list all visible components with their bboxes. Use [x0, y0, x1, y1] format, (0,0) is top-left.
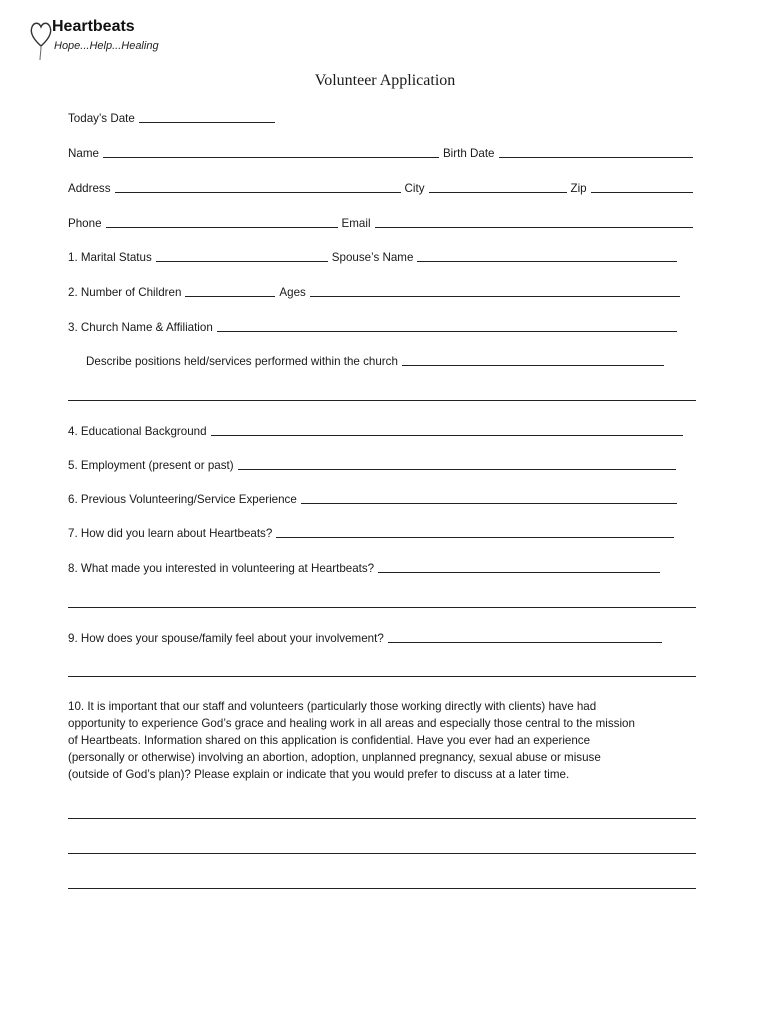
- positions-row: [86, 352, 664, 368]
- logo-tagline: Hope...Help...Healing: [54, 40, 159, 52]
- phone-field[interactable]: [106, 215, 338, 228]
- heartbeats-logo: [30, 14, 200, 58]
- spouse-feel-field-continued[interactable]: [68, 664, 696, 677]
- address-field[interactable]: [115, 180, 401, 193]
- address-row: [68, 179, 693, 195]
- name-field[interactable]: [103, 145, 439, 158]
- question-10-line: 10. It is important that our staff and volunteers (particularly those working directly with clients) have had: [68, 700, 597, 713]
- volunteering-label: 6. Previous Volunteering/Service Experience: [68, 493, 297, 506]
- interested-field[interactable]: [378, 560, 660, 573]
- question-10-line: (personally or otherwise) involving an abortion, adoption, unplanned pregnancy, sexual abuse or misuse: [68, 751, 601, 764]
- today-date-row: [68, 109, 275, 125]
- interested-row: [68, 559, 660, 575]
- question-10-text: [68, 698, 704, 783]
- today-date-label: Today’s Date: [68, 112, 135, 125]
- page-title: Volunteer Application: [314, 72, 456, 89]
- phone-row: [68, 214, 693, 230]
- church-field[interactable]: [217, 319, 677, 332]
- today-date-field[interactable]: [139, 110, 275, 123]
- volunteering-row: [68, 490, 677, 506]
- education-label: 4. Educational Background: [68, 425, 207, 438]
- spouse-feel-field[interactable]: [388, 630, 662, 643]
- ages-field[interactable]: [310, 284, 680, 297]
- name-row: [68, 144, 693, 160]
- learn-field[interactable]: [276, 525, 674, 538]
- city-field[interactable]: [429, 180, 567, 193]
- interested-label: 8. What made you interested in volunteering at Heartbeats?: [68, 562, 375, 575]
- learn-row: [68, 524, 674, 540]
- spouse-name-label: Spouse’s Name: [331, 251, 414, 264]
- birth-date-label: Birth Date: [442, 147, 495, 160]
- spouse-feel-row: [68, 629, 662, 645]
- marital-status-field[interactable]: [156, 249, 328, 262]
- church-row: [68, 318, 677, 334]
- learn-label: 7. How did you learn about Heartbeats?: [68, 527, 273, 540]
- children-row: [68, 283, 680, 299]
- interested-row-2: [68, 594, 696, 610]
- employment-field[interactable]: [238, 457, 676, 470]
- question-10-line: (outside of God’s plan)? Please explain or indicate that you would prefer to discuss at a later time.: [68, 768, 570, 781]
- city-label: City: [404, 182, 425, 195]
- positions-field-continued[interactable]: [68, 388, 696, 401]
- answer-10-row-1: [68, 805, 696, 821]
- answer-10-field[interactable]: [68, 806, 696, 819]
- positions-field[interactable]: [402, 353, 664, 366]
- email-field[interactable]: [375, 215, 693, 228]
- birth-date-field[interactable]: [499, 145, 693, 158]
- heart-icon: [30, 18, 52, 62]
- positions-row-2: [68, 387, 696, 403]
- answer-10-row-3: [68, 875, 696, 891]
- answer-10-field[interactable]: [68, 876, 696, 889]
- positions-label: Describe positions held/services performed within the church: [86, 355, 398, 368]
- question-10-line: of Heartbeats. Information shared on this application is confidential. Have you ever had an experience: [68, 734, 591, 747]
- children-field[interactable]: [185, 284, 275, 297]
- education-field[interactable]: [211, 423, 683, 436]
- question-10-line: opportunity to experience God’s grace and healing work in all areas and especially those central to the mission: [68, 717, 635, 730]
- interested-field-continued[interactable]: [68, 595, 696, 608]
- volunteering-field[interactable]: [301, 491, 677, 504]
- zip-field[interactable]: [591, 180, 693, 193]
- church-label: 3. Church Name & Affiliation: [68, 321, 213, 334]
- spouse-feel-label: 9. How does your spouse/family feel about your involvement?: [68, 632, 384, 645]
- children-label: 2. Number of Children: [68, 286, 182, 299]
- education-row: [68, 422, 683, 438]
- ages-label: Ages: [279, 286, 306, 299]
- employment-row: [68, 456, 676, 472]
- phone-label: Phone: [68, 217, 102, 230]
- name-label: Name: [68, 147, 99, 160]
- logo-brand: Heartbeats: [52, 18, 135, 35]
- answer-10-row-2: [68, 840, 696, 856]
- zip-label: Zip: [570, 182, 587, 195]
- spouse-name-field[interactable]: [417, 249, 677, 262]
- address-label: Address: [68, 182, 111, 195]
- spouse-feel-row-2: [68, 663, 696, 679]
- marital-row: [68, 248, 677, 264]
- answer-10-field[interactable]: [68, 841, 696, 854]
- email-label: Email: [341, 217, 371, 230]
- employment-label: 5. Employment (present or past): [68, 459, 234, 472]
- marital-status-label: 1. Marital Status: [68, 251, 152, 264]
